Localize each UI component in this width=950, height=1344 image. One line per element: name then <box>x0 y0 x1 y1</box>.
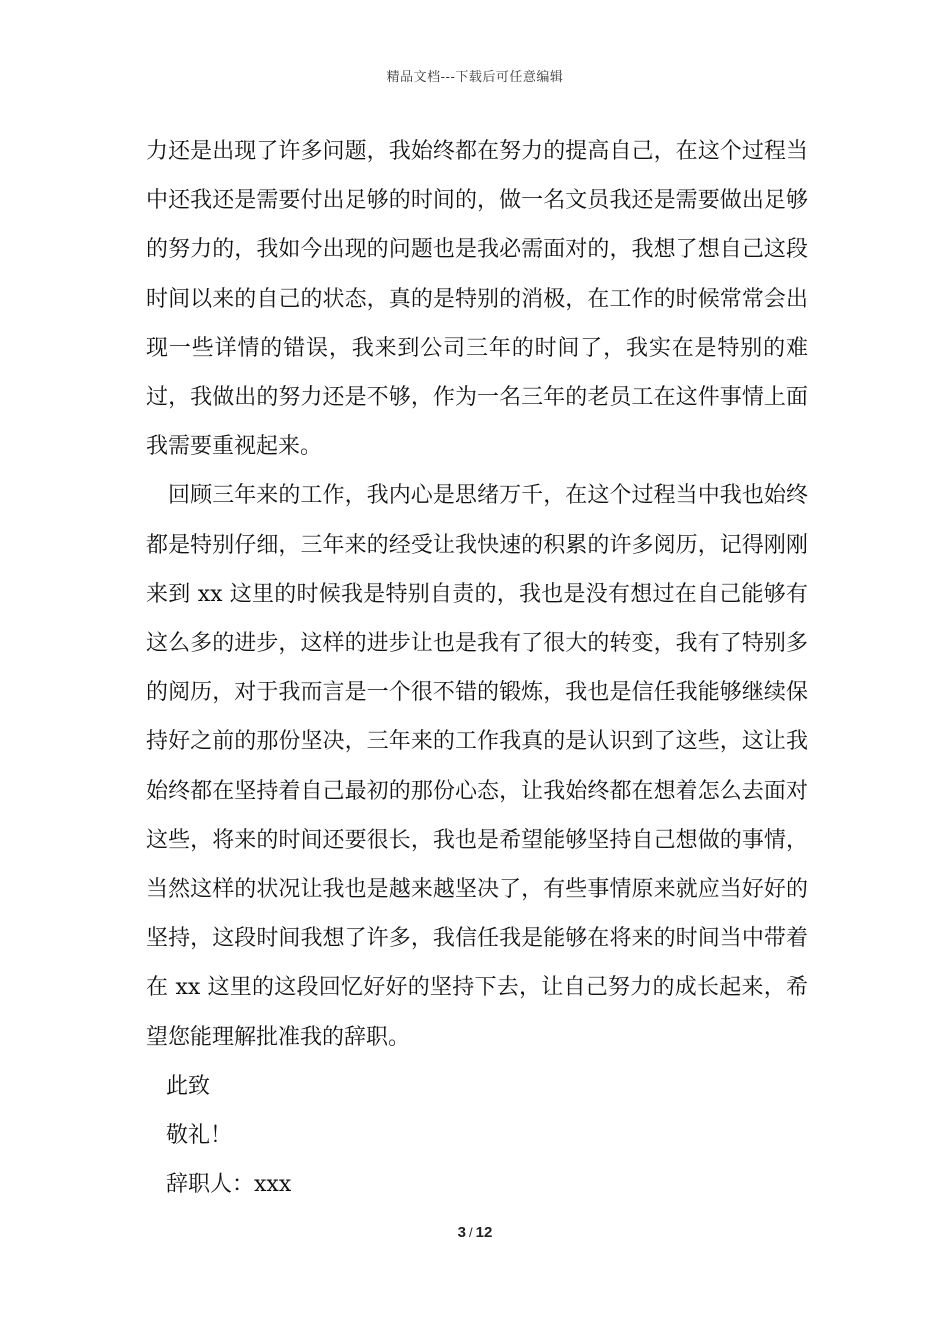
document-body <box>146 127 808 1209</box>
page-separator: / <box>469 1225 473 1240</box>
page-number <box>0 1224 950 1241</box>
closing-salutation: 此致 <box>166 1073 211 1099</box>
signature-line: 辞职人：xxx <box>166 1172 292 1198</box>
paragraph-2: 回顾三年来的工作，我内心是思绪万千，在这个过程当中我也始终都是特别仔细，三年来的经受让我快速的积累的许多阅历，记得刚刚来到 xx 这里的时候我是特别自责的，我也是没有想过在自己能够有这么多的进步，这样的进步让也是我有了很大的转变，我有了特别多的阅历，对于我而言是一个很不错的锻炼，我也是信任我能够继续保持好之前的那份坚决，三年来的工作我真的是认识到了这些，这让我始终都在坚持着自己最初的那份心态，让我始终都在想着怎么去面对这些，将来的时间还要很长，我也是希望能够坚持自己想做的事情，当然这样的状况让我也是越来越坚决了，有些事情原来就应当好好的坚持，这段时间我想了许多，我信任我是能够在将来的时间当中带着在 xx 这里的这段回忆好好的坚持下去，让自己努力的成长起来，希望您能理解批准我的辞职。 <box>146 483 808 1050</box>
closing-regards: 敬礼！ <box>166 1123 233 1149</box>
paragraph-1: 力还是出现了许多问题，我始终都在努力的提高自己，在这个过程当中还我还是需要付出足够的时间的，做一名文员我还是需要做出足够的努力的，我如今出现的问题也是我必需面对的，我想了想自己这段时间以来的自己的状态，真的是特别的消极，在工作的时候常常会出现一些详情的错误，我来到公司三年的时间了，我实在是特别的难过，我做出的努力还是不够，作为一名三年的老员工在这件事情上面我需要重视起来。 <box>146 139 808 460</box>
page-header: 精品文档---下载后可任意编辑 <box>386 70 564 85</box>
current-page-number: 3 <box>457 1224 467 1241</box>
total-page-count: 12 <box>475 1224 493 1241</box>
